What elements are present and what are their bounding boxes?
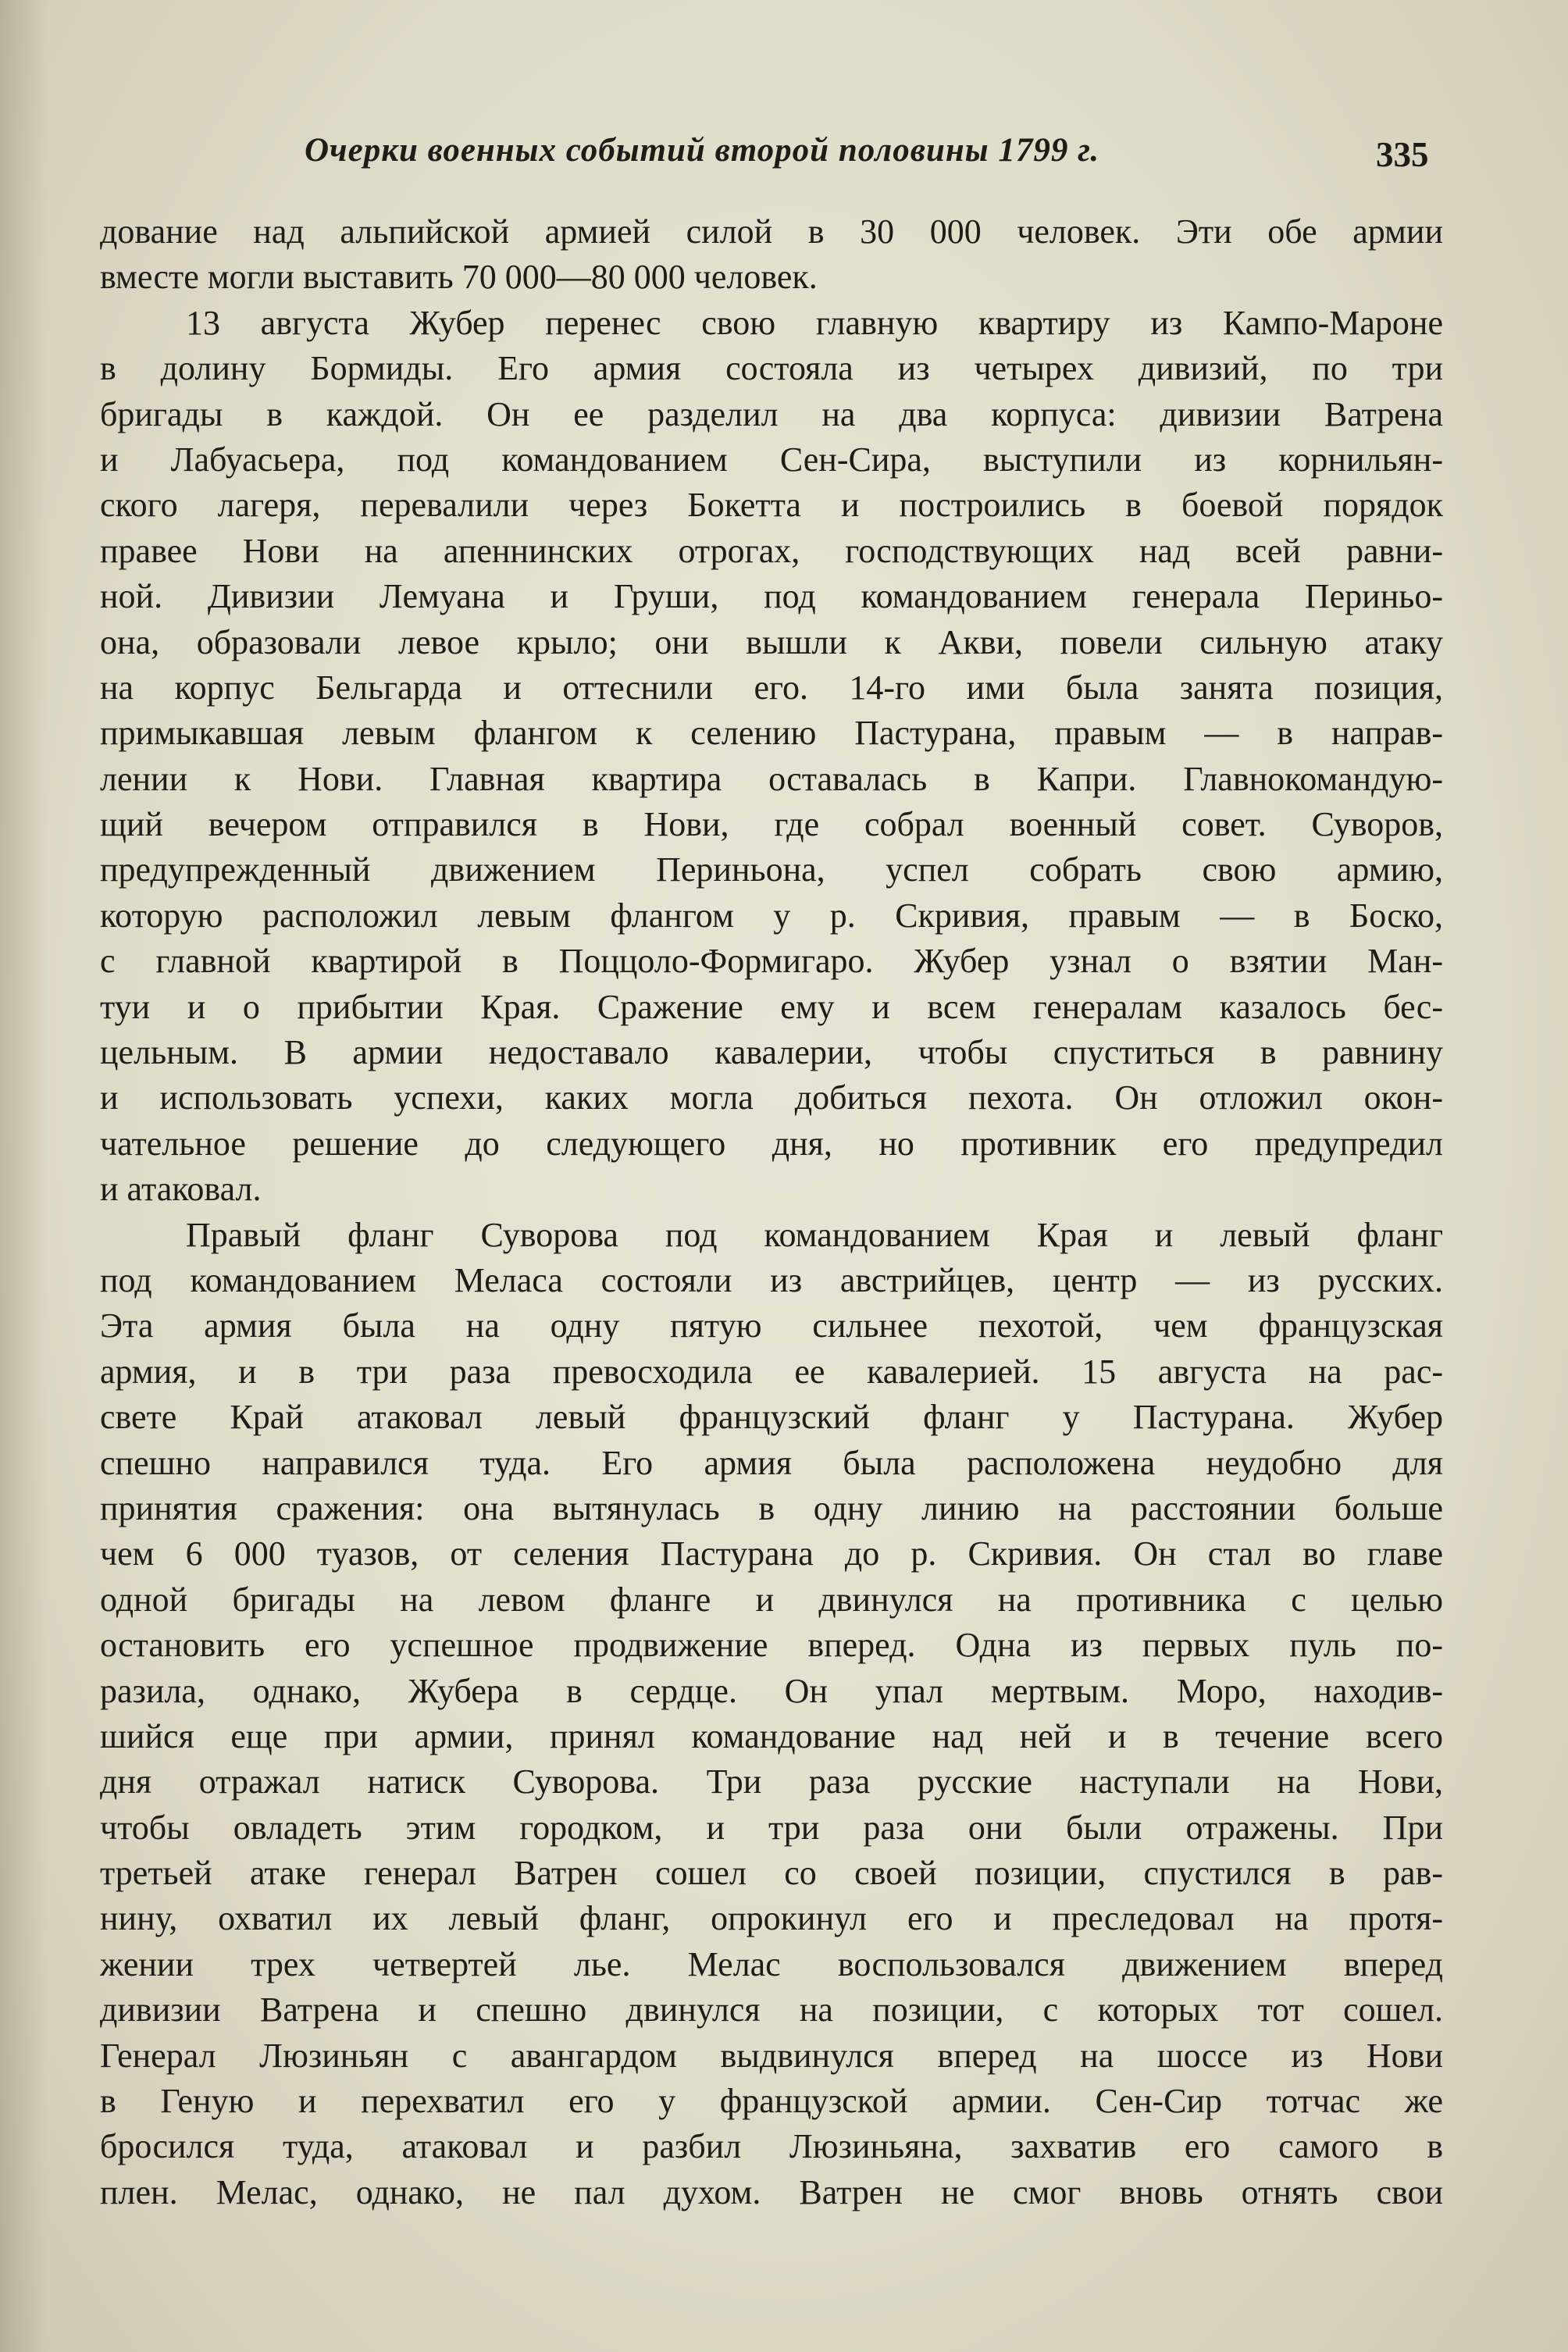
text-line: чтобы овладеть этим городком, и три раза они были отражены. При: [100, 1808, 1443, 1847]
text-line: бригады в каждой. Он ее разделил на два корпуса: дивизии Ватрена: [100, 394, 1443, 433]
text-line: туи и о прибытии Края. Сражение ему и всем генералам казалось бес-: [100, 987, 1443, 1026]
text-line: примыкавшая левым флангом к селению Пастурана, правым — в направ-: [100, 714, 1443, 753]
text-line: цельным. В армии недоставало кавалерии, чтобы спуститься в равнину: [100, 1033, 1443, 1072]
text-line: которую расположил левым флангом у р. Скривия, правым — в Боско,: [100, 896, 1443, 935]
spine-shadow: [0, 0, 47, 2352]
text-line: Генерал Люзиньян с авангардом выдвинулся вперед на шоссе из Нови: [100, 2036, 1443, 2075]
text-line: дование над альпийской армией силой в 30 000 человек. Эти обе армии: [100, 212, 1443, 251]
text-line: щий вечером отправился в Нови, где собрал военный совет. Суворов,: [100, 805, 1443, 844]
text-line: чем 6 000 туазов, от селения Пастурана до р. Скривия. Он стал во главе: [100, 1534, 1443, 1573]
text-line: дивизии Ватрена и спешно двинулся на позиции, с которых тот сошел.: [100, 1990, 1443, 2029]
text-line: третьей атаке генерал Ватрен сошел со своей позиции, спустился в рав-: [100, 1854, 1443, 1893]
text-line: свете Край атаковал левый французский фланг у Пастурана. Жубер: [100, 1398, 1443, 1437]
text-line: в Геную и перехватил его у французской армии. Сен-Сир тотчас же: [100, 2082, 1443, 2121]
text-line: Правый фланг Суворова под командованием Края и левый фланг: [186, 1215, 1443, 1254]
text-line: ной. Дивизии Лемуана и Груши, под командованием генерала Периньо-: [100, 577, 1443, 616]
text-line: чательное решение до следующего дня, но противник его предупредил: [100, 1124, 1443, 1163]
text-line: ского лагеря, перевалили через Бокетта и построились в боевой порядок: [100, 486, 1443, 525]
running-title: Очерки военных событий второй половины 1799 г.: [305, 132, 1100, 169]
text-line: спешно направился туда. Его армия была расположена неудобно для: [100, 1443, 1443, 1482]
text-line: под командованием Меласа состояли из австрийцев, центр — из русских.: [100, 1260, 1443, 1299]
text-line: правее Нови на апеннинских отрогах, господствующих над всей равни-: [100, 531, 1443, 570]
body-text: [100, 209, 1443, 2215]
text-line: одной бригады на левом фланге и двинулся на противника с целью: [100, 1580, 1443, 1619]
text-line: она, образовали левое крыло; они вышли к Акви, повели сильную атаку: [100, 622, 1443, 661]
text-line: шийся еще при армии, принял командование над ней и в течение всего: [100, 1716, 1443, 1755]
text-line: с главной квартирой в Поццоло-Формигаро. Жубер узнал о взятии Ман-: [100, 942, 1443, 981]
text-line: вместе могли выставить 70 000—80 000 человек.: [100, 258, 818, 297]
text-line: принятия сражения: она вытянулась в одну линию на расстоянии больше: [100, 1488, 1443, 1527]
text-line: на корпус Бельгарда и оттеснили его. 14-го ими была занята позиция,: [100, 668, 1443, 707]
text-line: плен. Мелас, однако, не пал духом. Ватрен не смог вновь отнять свои: [100, 2172, 1443, 2211]
text-line: дня отражал натиск Суворова. Три раза русские наступали на Нови,: [100, 1762, 1443, 1801]
text-line: и использовать успехи, каких могла добиться пехота. Он отложил окон-: [100, 1078, 1443, 1117]
text-line: остановить его успешное продвижение вперед. Одна из первых пуль по-: [100, 1626, 1443, 1665]
page-number: 335: [1376, 135, 1429, 174]
text-line: предупрежденный движением Периньона, успел собрать свою армию,: [100, 850, 1443, 889]
text-line: разила, однако, Жубера в сердце. Он упал мертвым. Моро, находив-: [100, 1671, 1443, 1710]
text-line: жении трех четвертей лье. Мелас воспользовался движением вперед: [100, 1944, 1443, 1983]
text-line: бросился туда, атаковал и разбил Люзиньяна, захватив его самого в: [100, 2127, 1443, 2166]
text-line: в долину Бормиды. Его армия состояла из четырех дивизий, по три: [100, 349, 1443, 388]
text-line: и атаковал.: [100, 1170, 262, 1209]
text-line: 13 августа Жубер перенес свою главную квартиру из Кампо-Мароне: [186, 303, 1443, 342]
text-line: армия, и в три раза превосходила ее кавалерией. 15 августа на рас-: [100, 1352, 1443, 1391]
text-line: лении к Нови. Главная квартира оставалась в Капри. Главнокомандую-: [100, 759, 1443, 798]
text-line: нину, охватил их левый фланг, опрокинул его и преследовал на протя-: [100, 1899, 1443, 1938]
text-line: и Лабуасьера, под командованием Сен-Сира, выступили из корнильян-: [100, 440, 1443, 479]
text-line: Эта армия была на одну пятую сильнее пехотой, чем французская: [100, 1306, 1443, 1345]
